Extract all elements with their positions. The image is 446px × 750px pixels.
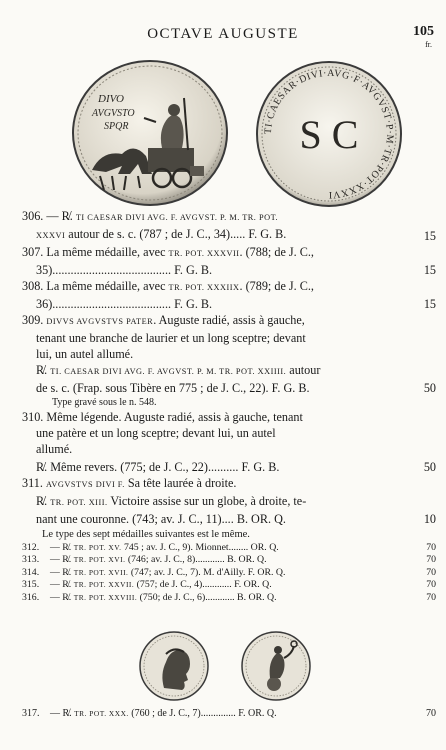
running-title: OCTAVE AUGUSTE [147, 26, 299, 42]
entry-312: 312. — R̸. TR. POT. XV. 745 ; av. J. C., 9). Mionnet........ OR. Q. 70 [22, 542, 436, 553]
entry-311-price: 10 [423, 512, 436, 526]
entry-316: 316. — R̸. TR. POT. XXVIII. (750; de J. C., 6)............ B. OR. Q. 70 [22, 591, 436, 603]
entry-306-price: 15 [423, 229, 436, 243]
obverse-legend-line-2: AVGVSTO [92, 108, 135, 119]
entry-307: 307. La même médaille, avec TR. POT. XXXVII. (788; de J. C., 35)....................................... F. G. B. 15 [22, 245, 436, 277]
entry-314: 314. — R̸. TR. POT. XVII. (747; av. J. C., 7). M. d'Ailly. F. OR. Q. 70 [22, 566, 436, 578]
entry-308-price: 15 [423, 297, 436, 311]
coin-reverse-sc [254, 60, 404, 208]
entry-313: 313. — R̸. TR. POT. XVI. (746; av. J. C., 8)............ B. OR. Q. 70 [22, 554, 436, 566]
entry-310-price: 50 [423, 460, 436, 474]
coin-obverse-quadriga [70, 58, 230, 208]
catalogue-entries [22, 208, 436, 604]
entry-307-price: 15 [423, 263, 436, 277]
entry-310-reverse: R̸. Même revers. (775; de J. C., 22).......... F. G. B. 50 [36, 460, 436, 474]
entry-317-price: 70 [426, 708, 436, 719]
entry-311-reverse: R̸. TR. POT. XIII. Victoire assise sur un globe, à droite, te- nant une couronne. (743; av. J. C., 11).... B. OR. Q. 10 [36, 494, 436, 526]
entry-306: 306. — R̸. TI CAESAR DIVI AVG. F. AVGVST. P. M. TR. POT. XXXVI autour de s. c. (787 ; de J. C., 34)..... F. G. B. 15 [22, 209, 436, 243]
entry-317: 317. — R̸. TR. POT. XXX. (760 ; de J. C., 7).............. F. OR. Q. 70 [22, 708, 436, 719]
entry-309: 309. DIVVS AVGVSTVS PATER. Auguste radié, assis à gauche, tenant une branche de laurier et un long sceptre; devant lui, un autel allumé. [22, 313, 306, 361]
reverse-ring-legend: TI·CAESAR·DIVI·AVG·F·AVGVST·P·M·TR·POT·XXXVI [262, 67, 396, 201]
page-number: 105 [413, 24, 434, 39]
seven-medals-note: Le type des sept médailles suivantes est le même. [42, 529, 250, 540]
entry-311: 311. AVGVSTVS DIVI F. Sa tête laurée à droite. [22, 476, 237, 490]
price-unit-label: fr. [425, 40, 432, 49]
entry-309-reverse: R̸. TI. CAESAR DIVI AVG. F. AVGVST. P. M. TR. POT. XXIIII. autour de s. c. (Frap. sous Tibère en 775 ; de J. C., 22). F. G. B. 50 [36, 363, 436, 395]
entry-310: 310. Même légende. Auguste radié, assis à gauche, tenant une patère et un long sceptre; devant lui, un autel allumé. [22, 410, 303, 456]
entries-312-316 [22, 542, 436, 604]
obverse-legend-line-1: DIVO [98, 93, 124, 105]
reverse-sc-letters: S C [299, 112, 359, 157]
entry-309-note: Type gravé sous le n. 548. [52, 397, 157, 408]
entry-315: 315. — R̸. TR. POT. XXVII. (757; de J. C., 4)............ F. OR. Q. 70 [22, 579, 436, 591]
entry-309-price: 50 [423, 381, 436, 395]
coin-small-victory [240, 630, 312, 702]
entry-308: 308. La même médaille, avec TR. POT. XXXIIX. (789; de J. C., 36)....................................... F. G. B. 15 [22, 279, 436, 311]
obverse-legend-line-3: SPQR [104, 121, 129, 132]
coin-small-head [138, 630, 210, 702]
